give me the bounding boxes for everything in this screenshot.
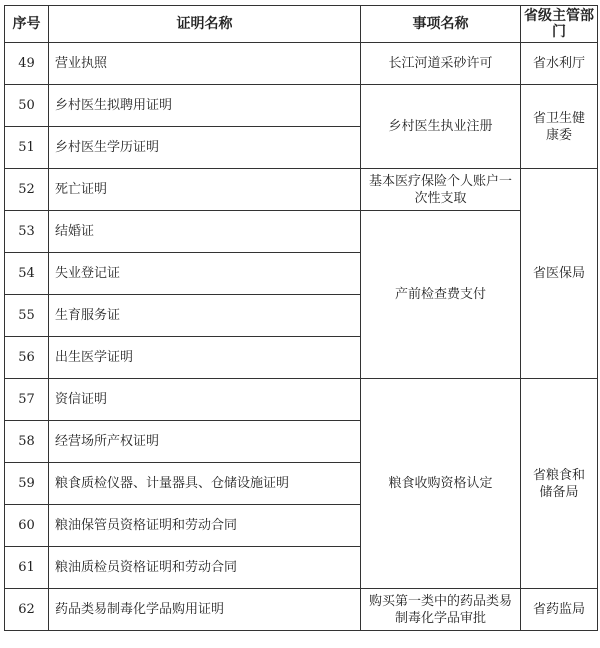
certificate-name: 粮油质检员资格证明和劳动合同 [49, 547, 361, 589]
row-number: 61 [5, 547, 49, 589]
certificate-name: 出生医学证明 [49, 337, 361, 379]
header-seq: 序号 [5, 6, 49, 43]
matter-name: 产前检查费支付 [361, 211, 521, 379]
certificate-name: 资信证明 [49, 379, 361, 421]
department: 省粮食和储备局 [521, 379, 598, 589]
table-row [5, 85, 598, 127]
row-number: 49 [5, 43, 49, 85]
certificate-name: 粮食质检仪器、计量器具、仓储设施证明 [49, 463, 361, 505]
row-number: 60 [5, 505, 49, 547]
header-cert-name: 证明名称 [49, 6, 361, 43]
table-row [5, 589, 598, 631]
certificate-name: 药品类易制毒化学品购用证明 [49, 589, 361, 631]
matter-name: 乡村医生执业注册 [361, 85, 521, 169]
table-row [5, 211, 598, 253]
certificate-name: 乡村医生学历证明 [49, 127, 361, 169]
row-number: 51 [5, 127, 49, 169]
certificate-name: 经营场所产权证明 [49, 421, 361, 463]
row-number: 62 [5, 589, 49, 631]
header-row [5, 6, 598, 43]
table-row [5, 379, 598, 421]
row-number: 50 [5, 85, 49, 127]
matter-name: 购买第一类中的药品类易制毒化学品审批 [361, 589, 521, 631]
matter-name: 基本医疗保险个人账户一次性支取 [361, 169, 521, 211]
matter-name: 粮食收购资格认定 [361, 379, 521, 589]
department: 省水利厅 [521, 43, 598, 85]
certificate-name: 粮油保管员资格证明和劳动合同 [49, 505, 361, 547]
department: 省药监局 [521, 589, 598, 631]
certificate-name: 营业执照 [49, 43, 361, 85]
row-number: 57 [5, 379, 49, 421]
header-dept: 省级主管部门 [521, 6, 598, 43]
row-number: 52 [5, 169, 49, 211]
certificate-name: 乡村医生拟聘用证明 [49, 85, 361, 127]
certificate-table [4, 5, 598, 631]
header-matter-name: 事项名称 [361, 6, 521, 43]
row-number: 58 [5, 421, 49, 463]
certificate-name: 结婚证 [49, 211, 361, 253]
row-number: 55 [5, 295, 49, 337]
row-number: 53 [5, 211, 49, 253]
certificate-name: 死亡证明 [49, 169, 361, 211]
department: 省医保局 [521, 169, 598, 379]
table-row [5, 169, 598, 211]
matter-name: 长江河道采砂许可 [361, 43, 521, 85]
department: 省卫生健康委 [521, 85, 598, 169]
certificate-name: 失业登记证 [49, 253, 361, 295]
row-number: 54 [5, 253, 49, 295]
row-number: 59 [5, 463, 49, 505]
certificate-name: 生育服务证 [49, 295, 361, 337]
row-number: 56 [5, 337, 49, 379]
table-row [5, 43, 598, 85]
